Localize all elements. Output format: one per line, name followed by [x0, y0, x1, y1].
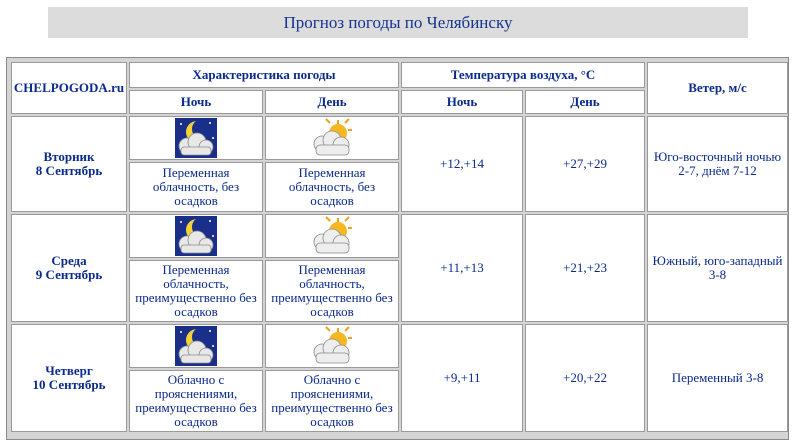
- moon-cloud-icon: [130, 326, 262, 366]
- air-temp-header: Температура воздуха, °С: [401, 62, 645, 88]
- weekday: Среда: [51, 253, 87, 268]
- moon-cloud-icon: [130, 118, 262, 158]
- date: 10 Сентябрь: [32, 377, 106, 392]
- temp-day: +27,+29: [525, 116, 645, 212]
- weekday: Четверг: [45, 363, 93, 378]
- moon-cloud-icon: [130, 216, 262, 256]
- day-desc: Переменная облачность, без осадков: [265, 162, 399, 212]
- day-icon-cell: [265, 214, 399, 258]
- temp-night-header: Ночь: [401, 90, 523, 114]
- weather-night-header: Ночь: [129, 90, 263, 114]
- page-title: Прогноз погоды по Челябинску: [48, 7, 748, 38]
- weekday: Вторник: [43, 149, 95, 164]
- temp-day: +21,+23: [525, 214, 645, 322]
- date: 8 Сентябрь: [35, 163, 103, 178]
- wind-cell: Переменный 3-8: [647, 324, 788, 432]
- day-icon-cell: [265, 116, 399, 160]
- temp-day-header: День: [525, 90, 645, 114]
- night-icon-cell: [129, 116, 263, 160]
- site-name[interactable]: CHELPOGODA.ru: [11, 62, 127, 114]
- temp-night: +12,+14: [401, 116, 523, 212]
- day-desc: Переменная облачность, преимущественно без осадков: [265, 260, 399, 322]
- wind-header: Ветер, м/с: [647, 62, 788, 114]
- night-icon-cell: [129, 214, 263, 258]
- sun-cloud-icon: [266, 326, 398, 366]
- night-desc: Переменная облачность, преимущественно без осадков: [129, 260, 263, 322]
- day-cell: [11, 324, 127, 432]
- temp-night: +9,+11: [401, 324, 523, 432]
- day-cell: [11, 214, 127, 322]
- wind-cell: Юго-восточный ночью 2-7, днём 7-12: [647, 116, 788, 212]
- temp-day: +20,+22: [525, 324, 645, 432]
- sun-cloud-icon: [266, 118, 398, 158]
- weather-day-header: День: [265, 90, 399, 114]
- wind-cell: Южный, юго-западный 3-8: [647, 214, 788, 322]
- night-desc: Переменная облачность, без осадков: [129, 162, 263, 212]
- forecast-table: [9, 60, 790, 434]
- night-desc: Облачно с прояснениями, преимущественно без осадков: [129, 370, 263, 432]
- day-cell: [11, 116, 127, 212]
- day-desc: Облачно с прояснениями, преимущественно без осадков: [265, 370, 399, 432]
- temp-night: +11,+13: [401, 214, 523, 322]
- forecast-table-frame: [6, 57, 789, 440]
- weather-char-header: Характеристика погоды: [129, 62, 399, 88]
- sun-cloud-icon: [266, 216, 398, 256]
- day-icon-cell: [265, 324, 399, 368]
- night-icon-cell: [129, 324, 263, 368]
- date: 9 Сентябрь: [35, 267, 103, 282]
